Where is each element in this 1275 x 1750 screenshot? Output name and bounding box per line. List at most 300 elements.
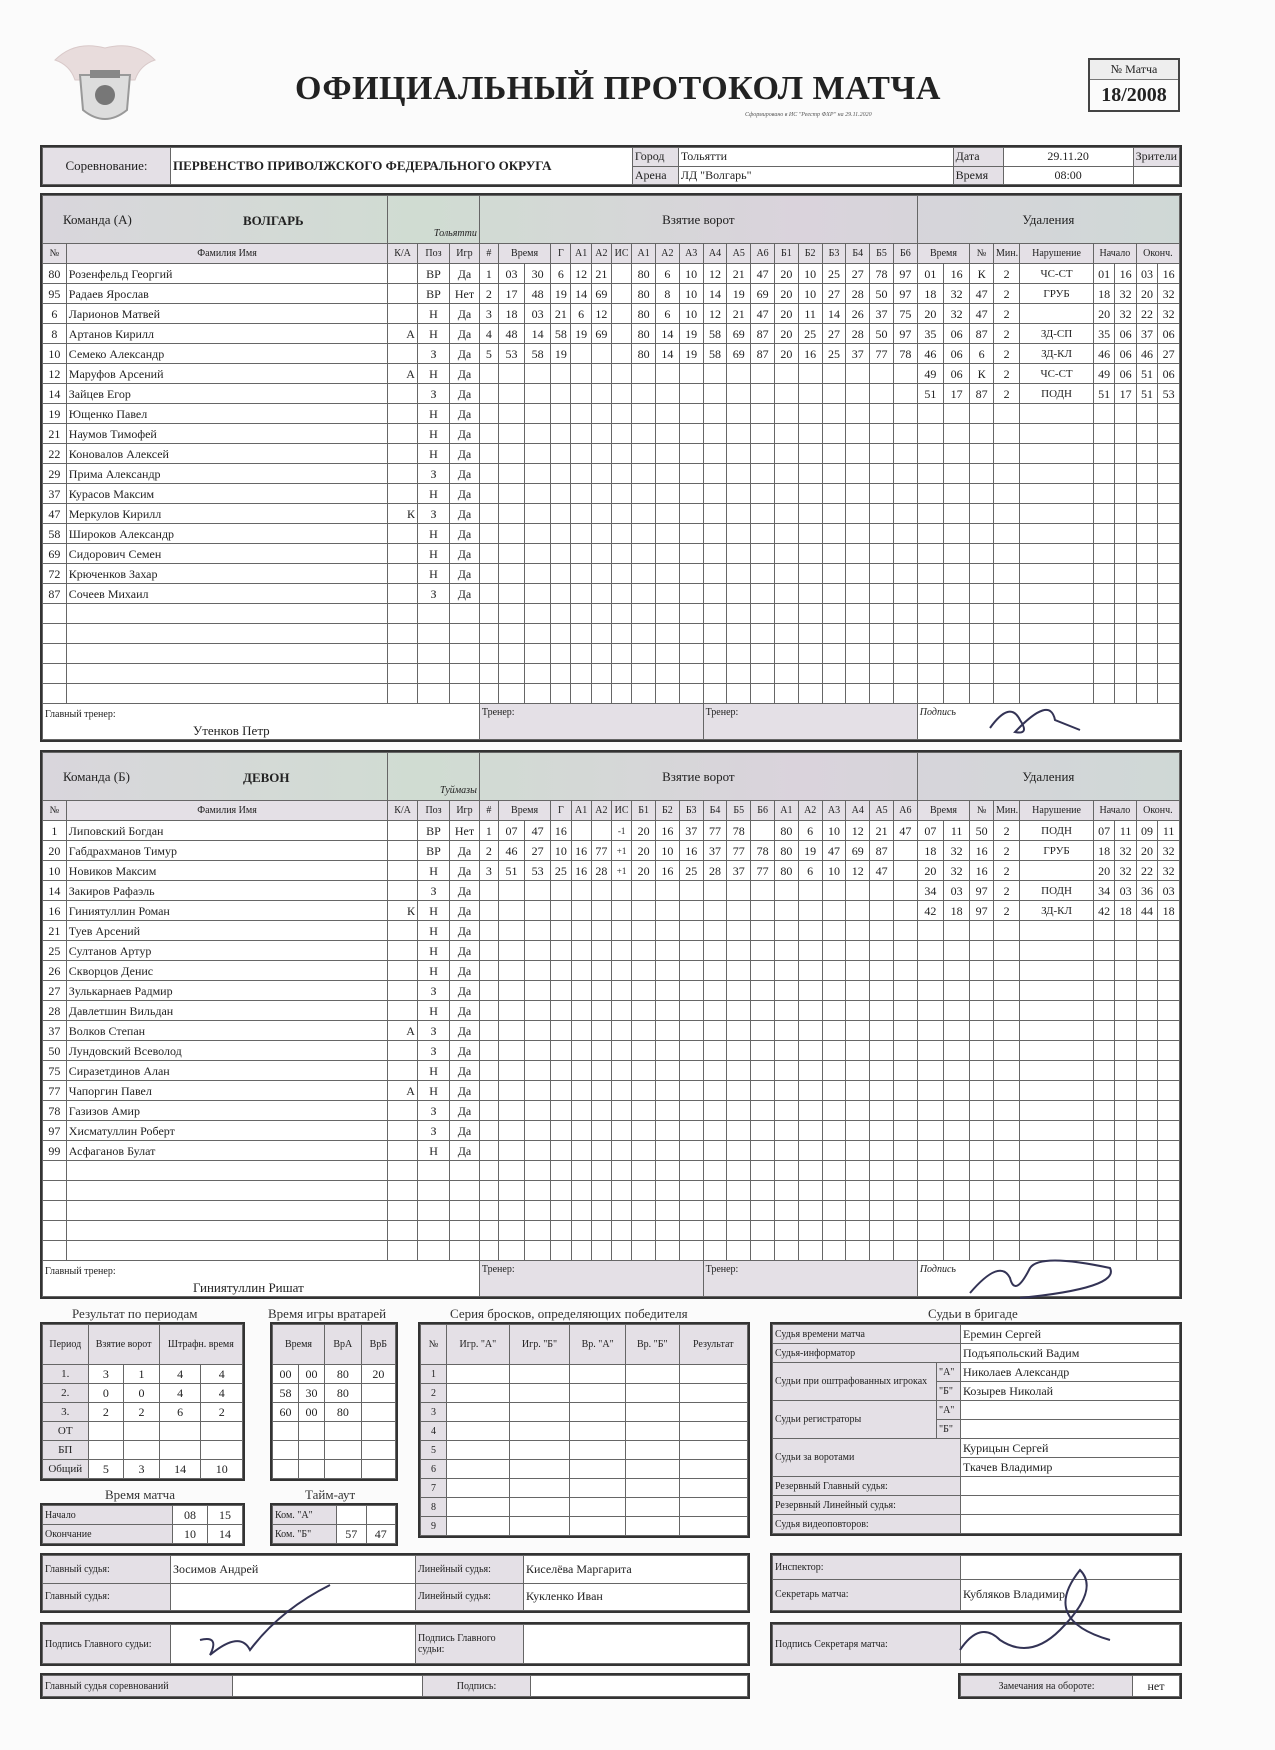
goal-cell <box>893 644 917 664</box>
goal-cell <box>571 624 591 644</box>
goal-cell <box>655 444 679 464</box>
penalty-cell <box>917 404 943 424</box>
penalty-cell <box>1093 921 1114 941</box>
goal-cell <box>870 404 894 424</box>
penalty-cell <box>917 1181 943 1201</box>
goal-cell <box>525 544 551 564</box>
goal-cell <box>525 1101 551 1121</box>
shootout-row-num: 7 <box>421 1479 447 1498</box>
goal-cell <box>893 1141 917 1161</box>
goal-cell <box>846 624 870 644</box>
penalty-cell <box>917 664 943 684</box>
goal-cell <box>774 1021 798 1041</box>
goal-cell <box>893 1021 917 1041</box>
goal-cell: 97 <box>893 264 917 284</box>
ref-pen-b-tag: "Б" <box>937 1382 961 1401</box>
goal-cell: 21 <box>870 821 894 841</box>
table-row <box>43 1181 1180 1201</box>
penalty-cell <box>993 1141 1019 1161</box>
goal-cell <box>655 504 679 524</box>
shootout-cell <box>679 1365 747 1384</box>
goal-cell: 87 <box>751 324 775 344</box>
player-name <box>66 644 387 664</box>
penalty-cell: ЗД-СП <box>1020 324 1094 344</box>
goal-cell <box>822 364 846 384</box>
penalty-cell: 32 <box>944 841 970 861</box>
goal-cell <box>751 1001 775 1021</box>
player-role: К <box>388 504 418 524</box>
goal-cell <box>525 961 551 981</box>
penalty-cell: ЧС-СТ <box>1020 364 1094 384</box>
goal-cell <box>591 624 611 644</box>
goal-cell <box>656 1061 680 1081</box>
period-value: 2 <box>201 1403 243 1422</box>
shootout-cell <box>679 1403 747 1422</box>
goal-cell: 6 <box>571 304 591 324</box>
shootout-title: Серия бросков, определяющих победителя <box>450 1306 688 1321</box>
penalty-cell: 32 <box>1115 284 1136 304</box>
penalty-cell <box>1020 404 1094 424</box>
player-plays: Да <box>450 524 480 544</box>
teamA-col-pen-min: Мин. <box>993 244 1019 264</box>
goal-cell <box>591 524 611 544</box>
refs-table <box>770 1322 1182 1536</box>
penalty-cell: 32 <box>1115 841 1136 861</box>
shootout-h-4: Вр. "Б" <box>626 1325 680 1365</box>
goal-cell <box>846 664 870 684</box>
penalty-cell <box>970 941 994 961</box>
goal-cell <box>591 504 611 524</box>
goal-cell <box>798 1021 822 1041</box>
goal-cell <box>679 684 703 704</box>
penalty-cell <box>943 544 969 564</box>
goal-cell <box>870 961 894 981</box>
goal-cell <box>774 1121 798 1141</box>
player-plays <box>450 1221 480 1241</box>
goal-cell <box>551 961 571 981</box>
goal-cell <box>591 1081 611 1101</box>
penalty-cell <box>970 1201 994 1221</box>
player-number: 19 <box>43 404 67 424</box>
penalty-cell <box>1158 484 1180 504</box>
penalty-cell: 2 <box>993 821 1019 841</box>
goal-cell <box>611 1121 631 1141</box>
goalie-value <box>361 1460 395 1479</box>
penalty-cell <box>1158 644 1180 664</box>
goal-cell: 28 <box>846 324 870 344</box>
goal-cell: 69 <box>591 324 611 344</box>
goal-cell: 20 <box>632 841 656 861</box>
teamA-city: Тольятти <box>388 196 480 244</box>
goal-cell <box>498 1021 524 1041</box>
player-plays <box>450 1241 480 1261</box>
penalty-cell: 2 <box>993 364 1019 384</box>
player-number: 21 <box>43 921 67 941</box>
goal-cell <box>870 444 894 464</box>
goal-cell <box>703 584 727 604</box>
penalty-cell <box>1093 504 1114 524</box>
goal-cell <box>703 424 727 444</box>
penalty-cell <box>970 1221 994 1241</box>
penalty-cell <box>1020 1101 1094 1121</box>
penalty-cell <box>1115 644 1136 664</box>
teamB-col-onice-7: А2 <box>798 801 822 821</box>
goal-cell <box>822 504 846 524</box>
player-role <box>388 444 418 464</box>
player-name: Курасов Максим <box>66 484 387 504</box>
penalty-cell <box>970 624 994 644</box>
goal-cell <box>498 484 524 504</box>
shootout-cell <box>679 1498 747 1517</box>
table-row <box>43 544 1180 564</box>
goal-cell <box>727 364 751 384</box>
table-row <box>43 1201 1180 1221</box>
penalty-cell: 06 <box>1115 344 1136 364</box>
goal-cell <box>479 901 498 921</box>
goal-cell <box>822 684 846 704</box>
player-role <box>388 304 418 324</box>
penalty-cell <box>1115 564 1136 584</box>
goal-cell <box>893 1121 917 1141</box>
table-row <box>273 1365 396 1384</box>
penalty-cell <box>1093 584 1114 604</box>
player-position: З <box>417 1101 449 1121</box>
goal-cell <box>525 901 551 921</box>
penalty-cell: 06 <box>1158 324 1180 344</box>
table-row <box>43 1081 1180 1101</box>
team-a-section <box>40 193 1182 742</box>
penalty-cell: 01 <box>917 264 943 284</box>
penalty-cell <box>1093 1181 1114 1201</box>
goal-cell <box>798 1141 822 1161</box>
player-position: З <box>417 464 449 484</box>
shootout-row-num: 6 <box>421 1460 447 1479</box>
table-row <box>421 1403 748 1422</box>
goal-cell <box>798 404 822 424</box>
penalty-cell <box>1136 1181 1157 1201</box>
penalty-cell <box>1115 664 1136 684</box>
goal-cell <box>655 564 679 584</box>
penalty-cell <box>1158 444 1180 464</box>
penalty-cell <box>1158 524 1180 544</box>
player-role <box>388 264 418 284</box>
goal-cell <box>571 1241 591 1261</box>
player-plays: Да <box>450 961 480 981</box>
penalty-cell <box>1115 981 1136 1001</box>
table-row <box>273 1441 396 1460</box>
penalty-cell <box>1136 504 1157 524</box>
goal-cell <box>591 1141 611 1161</box>
teamB-trainer1-label: Тренер: <box>479 1261 703 1297</box>
shootout-h-2: Игр. "Б" <box>509 1325 570 1365</box>
goal-cell <box>870 644 894 664</box>
penalty-cell <box>943 644 969 664</box>
teamA-col-ka: К/А <box>388 244 418 264</box>
penalty-cell <box>1158 624 1180 644</box>
goal-cell <box>679 1081 703 1101</box>
player-name: Сиразетдинов Алан <box>66 1061 387 1081</box>
goal-cell <box>632 1141 656 1161</box>
player-plays: Да <box>450 1141 480 1161</box>
penalty-cell <box>1020 1001 1094 1021</box>
goal-cell: 26 <box>846 304 870 324</box>
goal-cell <box>774 444 798 464</box>
goal-cell <box>679 364 703 384</box>
shootout-cell <box>679 1422 747 1441</box>
main-ref-1: Зосимов Андрей <box>171 1556 416 1584</box>
player-number: 14 <box>43 384 67 404</box>
table-row <box>273 1384 396 1403</box>
goal-cell <box>774 881 798 901</box>
penalty-cell <box>970 1121 994 1141</box>
goal-cell <box>525 1041 551 1061</box>
goal-cell <box>870 464 894 484</box>
player-plays <box>450 1201 480 1221</box>
penalty-cell <box>1136 1041 1157 1061</box>
table-row <box>43 901 1180 921</box>
goal-cell: 53 <box>525 861 551 881</box>
teamB-col-goal-scorer: Г <box>551 801 571 821</box>
penalty-cell: 20 <box>917 304 943 324</box>
table-row <box>43 384 1180 404</box>
goal-cell <box>822 424 846 444</box>
goal-cell <box>774 1041 798 1061</box>
goal-cell <box>822 881 846 901</box>
penalty-cell <box>1158 961 1180 981</box>
table-row <box>43 664 1180 684</box>
goal-cell <box>774 1101 798 1121</box>
shootout-cell <box>447 1517 510 1536</box>
goal-cell <box>525 1241 551 1261</box>
goalie-value <box>361 1384 395 1403</box>
goal-cell <box>703 524 727 544</box>
player-position <box>417 644 449 664</box>
penalty-cell: 35 <box>917 324 943 344</box>
goal-cell <box>751 544 775 564</box>
goal-cell <box>727 961 751 981</box>
goal-cell: 25 <box>822 344 846 364</box>
teamA-col-onice-2: А3 <box>679 244 703 264</box>
penalty-cell <box>944 1001 970 1021</box>
periods-table <box>40 1322 245 1481</box>
goal-cell: 6 <box>655 264 679 284</box>
goal-cell <box>870 484 894 504</box>
goal-cell <box>870 564 894 584</box>
goal-cell <box>703 1221 727 1241</box>
goal-cell <box>571 584 591 604</box>
goal-cell <box>656 1101 680 1121</box>
goal-cell: 10 <box>656 841 680 861</box>
goalie-value: 00 <box>299 1365 325 1384</box>
goal-cell: +1 <box>611 841 631 861</box>
teamB-sign-label: Подпись <box>917 1261 1179 1297</box>
table-row <box>421 1479 748 1498</box>
player-number: 25 <box>43 941 67 961</box>
inspector-label: Инспектор: <box>773 1556 961 1580</box>
penalty-cell: 20 <box>1093 861 1114 881</box>
shootout-h-5: Результат <box>679 1325 747 1365</box>
goal-cell <box>571 1201 591 1221</box>
table-row <box>43 464 1180 484</box>
period-value <box>159 1422 201 1441</box>
match-end-label: Окончание <box>43 1525 173 1544</box>
goal-cell <box>571 644 591 664</box>
teamB-col-onice-1: Б2 <box>656 801 680 821</box>
penalty-cell <box>1020 304 1094 324</box>
goal-cell <box>591 821 611 841</box>
period-value: 2 <box>88 1403 124 1422</box>
goal-cell <box>870 664 894 684</box>
goal-cell <box>656 921 680 941</box>
goal-cell <box>525 1141 551 1161</box>
player-number <box>43 644 67 664</box>
penalty-cell: 16 <box>1115 264 1136 284</box>
period-value <box>201 1441 243 1460</box>
goal-cell <box>870 504 894 524</box>
goal-cell <box>591 384 611 404</box>
penalty-cell <box>1093 464 1114 484</box>
penalty-cell <box>1020 644 1094 664</box>
penalty-cell <box>1020 941 1094 961</box>
goal-cell: 47 <box>525 821 551 841</box>
goal-cell <box>774 901 798 921</box>
penalty-cell <box>917 1141 943 1161</box>
penalty-cell: 06 <box>1115 364 1136 384</box>
goal-cell <box>571 821 591 841</box>
goal-cell <box>822 1161 846 1181</box>
goal-cell <box>591 684 611 704</box>
goal-cell <box>498 1101 524 1121</box>
goal-cell <box>846 1121 870 1141</box>
ref-goal-label: Судьи за воротами <box>773 1439 961 1477</box>
player-number: 37 <box>43 1021 67 1041</box>
player-number: 28 <box>43 1001 67 1021</box>
player-name: Коновалов Алексей <box>66 444 387 464</box>
goal-cell <box>822 584 846 604</box>
goal-cell <box>703 1161 727 1181</box>
player-plays: Да <box>450 1121 480 1141</box>
goal-cell <box>846 1161 870 1181</box>
goalie-value <box>361 1403 395 1422</box>
goal-cell <box>703 644 727 664</box>
teamA-col-onice-11: Б6 <box>893 244 917 264</box>
player-role <box>388 424 418 444</box>
player-name <box>66 1201 387 1221</box>
player-plays: Да <box>450 921 480 941</box>
player-name: Зулькарнаев Радмир <box>66 981 387 1001</box>
goal-cell: 03 <box>525 304 551 324</box>
goal-cell <box>571 1041 591 1061</box>
goal-cell <box>498 961 524 981</box>
penalty-cell: 32 <box>1158 861 1180 881</box>
player-role <box>388 1201 418 1221</box>
penalty-cell: 11 <box>944 821 970 841</box>
penalty-cell: 16 <box>1158 264 1180 284</box>
secretary-signature <box>940 1560 1130 1670</box>
time-value: 08:00 <box>1003 166 1133 185</box>
goal-cell <box>727 644 751 664</box>
match-start-label: Начало <box>43 1506 173 1525</box>
goal-cell <box>479 564 498 584</box>
penalty-cell <box>970 1161 994 1181</box>
table-row <box>421 1460 748 1479</box>
goal-cell: 47 <box>870 861 894 881</box>
goal-cell <box>571 484 591 504</box>
goal-cell <box>525 464 551 484</box>
goal-cell <box>632 544 656 564</box>
penalty-cell <box>993 1221 1019 1241</box>
penalty-cell <box>993 424 1019 444</box>
penalty-cell: 18 <box>1093 284 1114 304</box>
penalty-cell <box>1136 1081 1157 1101</box>
teamB-trainer2-label: Тренер: <box>703 1261 917 1297</box>
goal-cell: 97 <box>893 284 917 304</box>
goal-cell <box>655 484 679 504</box>
goal-cell <box>498 1241 524 1261</box>
goal-cell <box>679 921 703 941</box>
table-row <box>421 1365 748 1384</box>
shootout-cell <box>570 1498 626 1517</box>
penalty-cell <box>993 1201 1019 1221</box>
penalty-cell <box>1158 1221 1180 1241</box>
goal-cell <box>822 444 846 464</box>
player-role <box>388 881 418 901</box>
goal-cell <box>551 1101 571 1121</box>
goal-cell <box>798 1181 822 1201</box>
goal-cell <box>525 1201 551 1221</box>
player-number: 37 <box>43 484 67 504</box>
player-role <box>388 684 418 704</box>
goal-cell <box>498 881 524 901</box>
goal-cell <box>611 524 631 544</box>
player-number <box>43 1201 67 1221</box>
secretary: Кубляков Владимир <box>961 1579 1180 1610</box>
goal-cell <box>498 1121 524 1141</box>
player-role: А <box>388 1081 418 1101</box>
goal-cell: 14 <box>703 284 727 304</box>
goal-cell <box>525 644 551 664</box>
table-row <box>43 1422 243 1441</box>
goal-cell <box>498 1141 524 1161</box>
shootout-row-num: 3 <box>421 1403 447 1422</box>
match-end-m: 14 <box>208 1525 243 1544</box>
goal-cell: 10 <box>551 841 571 861</box>
goal-cell: 20 <box>774 304 798 324</box>
player-position <box>417 624 449 644</box>
teamA-col-onice-1: А2 <box>655 244 679 264</box>
teamA-sign-label: Подпись <box>917 704 1179 740</box>
teamB-col-pen-end: Оконч. <box>1136 801 1179 821</box>
goal-cell <box>551 424 571 444</box>
player-plays: Да <box>450 504 480 524</box>
player-plays: Да <box>450 484 480 504</box>
goal-cell <box>656 1121 680 1141</box>
goal-cell <box>525 364 551 384</box>
goal-cell <box>679 1061 703 1081</box>
periods-h-goals: Взятие ворот <box>88 1325 159 1365</box>
shootout-cell <box>679 1517 747 1536</box>
goal-cell <box>571 404 591 424</box>
goal-cell <box>798 524 822 544</box>
goal-cell <box>611 424 631 444</box>
goal-cell: 19 <box>551 344 571 364</box>
goal-cell <box>611 644 631 664</box>
goal-cell <box>551 564 571 584</box>
player-name: Скворцов Денис <box>66 961 387 981</box>
goal-cell <box>774 684 798 704</box>
goal-cell <box>498 624 524 644</box>
goal-cell: 1 <box>479 821 498 841</box>
